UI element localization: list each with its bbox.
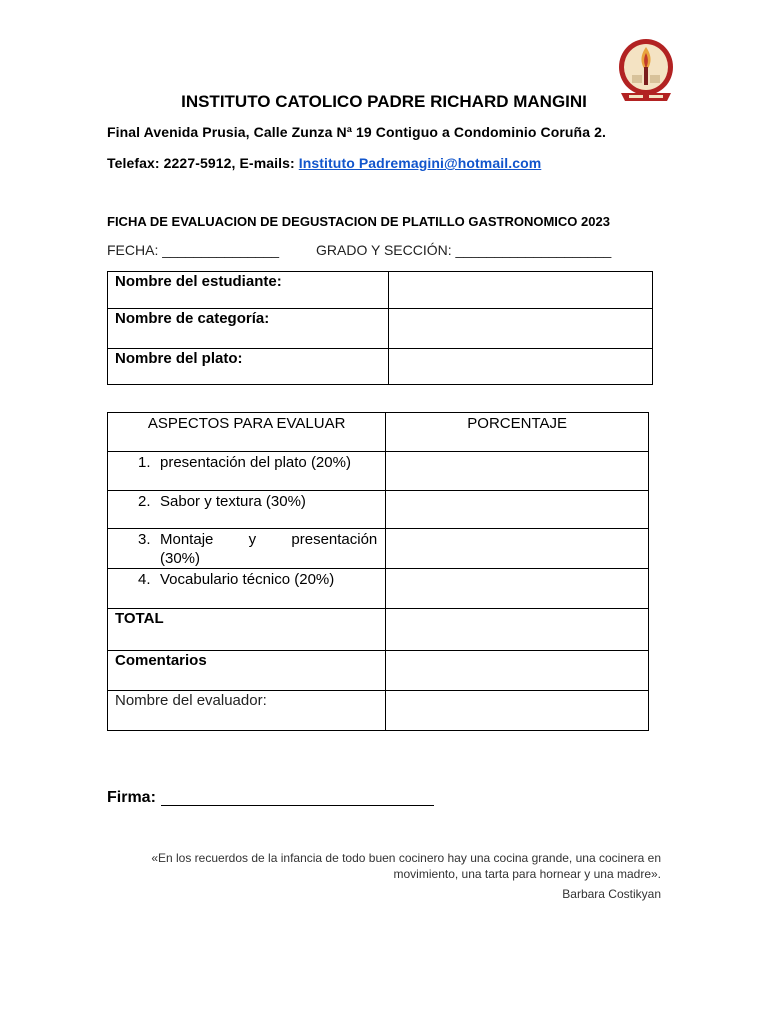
table-row (108, 349, 653, 385)
institute-address: Final Avenida Prusia, Calle Zunza Nª 19 Contiguo a Condominio Coruña 2. (107, 124, 606, 140)
contact-line (107, 155, 541, 171)
dish-name-cell[interactable] (388, 349, 652, 385)
aspect-item (108, 452, 386, 491)
table-row (108, 452, 649, 491)
aspect-item (108, 491, 386, 529)
aspects-header: ASPECTOS PARA EVALUAR (108, 413, 386, 452)
table-row (108, 272, 653, 309)
comments-cell[interactable] (386, 651, 649, 691)
email-link[interactable]: Instituto Padremagini@hotmail.com (298, 155, 542, 171)
item-text: Montaje y presentación (160, 531, 378, 548)
table-row (108, 529, 649, 569)
item-number: 2. (138, 493, 151, 510)
table-row (108, 309, 653, 349)
student-info-table (107, 271, 653, 385)
grado-seccion-field: GRADO Y SECCIÓN: ____________________ (316, 242, 612, 258)
table-row (108, 651, 649, 691)
item-text: Vocabulario técnico (20%) (160, 571, 335, 588)
percentage-header: PORCENTAJE (386, 413, 649, 452)
table-row (108, 691, 649, 731)
evaluator-cell[interactable] (386, 691, 649, 731)
item-text-continued: (30%) (160, 550, 201, 567)
aspect-item (108, 529, 386, 569)
item-number: 1. (138, 454, 151, 471)
student-name-label: Nombre del estudiante: (108, 272, 389, 309)
item-number: 4. (138, 571, 151, 588)
table-row (108, 569, 649, 609)
percentage-cell[interactable] (386, 491, 649, 529)
signature-line[interactable] (161, 805, 434, 806)
institute-title: INSTITUTO CATOLICO PADRE RICHARD MANGINI (181, 92, 587, 111)
percentage-cell[interactable] (386, 452, 649, 491)
item-number: 3. (138, 531, 151, 548)
percentage-cell[interactable] (386, 569, 649, 609)
aspect-item (108, 569, 386, 609)
quote-line-1: «En los recuerdos de la infancia de todo buen cocinero hay una cocina grande, una cocinera en (151, 851, 661, 865)
student-name-cell[interactable] (388, 272, 652, 309)
item-text: Sabor y textura (30%) (160, 493, 306, 510)
form-title: FICHA DE EVALUACION DE DEGUSTACION DE PLATILLO GASTRONOMICO 2023 (107, 214, 610, 229)
category-name-label: Nombre de categoría: (108, 309, 389, 349)
comments-label: Comentarios (108, 651, 386, 691)
percentage-cell[interactable] (386, 529, 649, 569)
fecha-field: FECHA: _______________ (107, 242, 280, 258)
total-label: TOTAL (108, 609, 386, 651)
item-text: presentación del plato (20%) (160, 454, 351, 471)
evaluation-table (107, 412, 649, 731)
total-cell[interactable] (386, 609, 649, 651)
signature-label: Firma: (107, 789, 156, 806)
table-row (108, 491, 649, 529)
table-row (108, 413, 649, 452)
evaluator-label: Nombre del evaluador: (108, 691, 386, 731)
quote-line-2: movimiento, una tarta para hornear y una madre». (393, 867, 661, 881)
quote-author: Barbara Costikyan (562, 887, 661, 901)
dish-name-label: Nombre del plato: (108, 349, 389, 385)
table-row (108, 609, 649, 651)
category-name-cell[interactable] (388, 309, 652, 349)
contact-prefix: Telefax: 2227-5912, E-mails: (107, 155, 295, 171)
